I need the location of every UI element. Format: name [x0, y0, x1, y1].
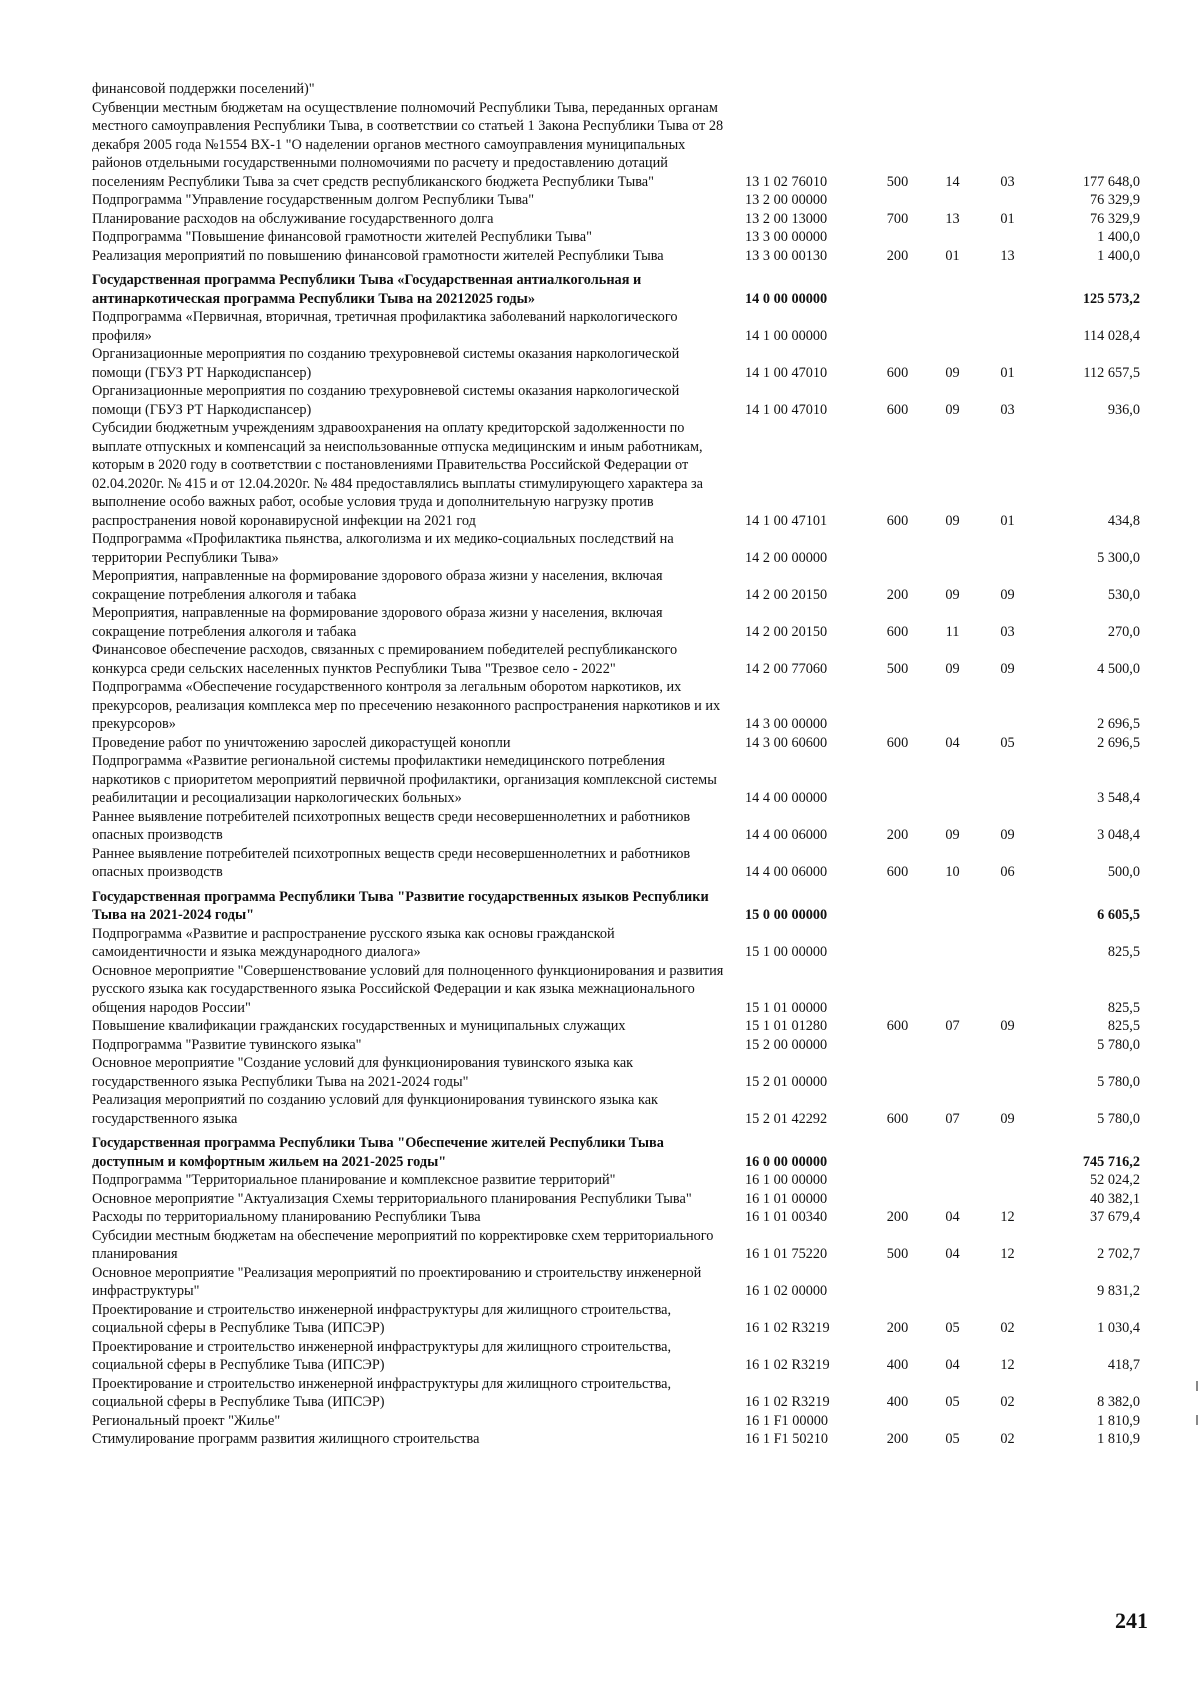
- row-sum: 76 329,9: [1089, 192, 1140, 208]
- row-pr: [980, 191, 1035, 210]
- row-sum: 9 831,2: [1097, 1283, 1140, 1299]
- row-vr: [870, 1264, 925, 1301]
- row-sum: 8 382,0: [1097, 1394, 1140, 1410]
- row-name: Проектирование и строительство инженерной инфраструктуры для жилищного строительства, социальной сферы в Республике Тыва (ИПСЭР): [92, 1375, 672, 1410]
- row-sum: 1 030,4: [1097, 1320, 1140, 1336]
- row-vr: 200: [886, 1431, 909, 1447]
- row-pr: 09: [1000, 660, 1015, 677]
- row-sum: 270,0: [1107, 623, 1140, 640]
- row-rz: 05: [945, 1394, 960, 1410]
- table-row: [92, 530, 1140, 567]
- row-rz: [925, 1412, 980, 1431]
- row-code: [735, 80, 870, 99]
- row-sum: 1 810,9: [1097, 1431, 1140, 1447]
- row-sum: 5 780,0: [1097, 1036, 1140, 1053]
- table-row: [92, 1017, 1140, 1036]
- table-row: [92, 845, 1140, 882]
- table-row: [92, 247, 1140, 266]
- row-name: Организационные мероприятия по созданию трехуровневой системы оказания наркологической помощи (ГБУЗ РТ Наркодиспансер): [92, 383, 680, 418]
- row-rz: [925, 882, 980, 925]
- row-pr: 03: [1000, 401, 1015, 418]
- row-rz: 13: [945, 210, 960, 227]
- table-row: [92, 962, 1140, 1018]
- row-pr: 01: [1000, 512, 1015, 529]
- row-pr: [980, 1171, 1035, 1190]
- table-row: [92, 641, 1140, 678]
- row-code: 16 1 02 R3219: [745, 1320, 830, 1336]
- row-rz: 09: [945, 364, 960, 381]
- row-name: Повышение квалификации гражданских государственных и муниципальных служащих: [92, 1018, 626, 1034]
- row-rz: [925, 752, 980, 808]
- row-name: Государственная программа Республики Тыва "Обеспечение жителей Республики Тыва доступным и комфортным жильем на 2021-2025 годы": [92, 1135, 664, 1170]
- row-rz: [925, 962, 980, 1018]
- page-number: 241: [1115, 1608, 1148, 1633]
- row-code: 13 1 02 76010: [745, 173, 828, 190]
- row-name: Реализация мероприятий по созданию условий для функционирования тувинского языка как государственного языка: [92, 1092, 658, 1127]
- row-pr: [980, 1412, 1035, 1431]
- row-vr: 700: [886, 210, 909, 227]
- row-name: финансовой поддержки поселений)": [92, 81, 315, 97]
- table-row: [92, 1375, 1140, 1412]
- row-sum: 37 679,4: [1089, 1209, 1140, 1225]
- row-sum: 112 657,5: [1083, 364, 1140, 381]
- table-row: [92, 1430, 1140, 1449]
- row-code: 16 1 02 00000: [745, 1283, 828, 1299]
- table-row: [92, 604, 1140, 641]
- row-name: Субсидии местным бюджетам на обеспечение мероприятий по корректировке схем территориального планирования: [92, 1227, 714, 1262]
- row-pr: 03: [1000, 173, 1015, 190]
- row-name: Подпрограмма «Профилактика пьянства, алкоголизма и их медико-социальных последствий на территории Республики Тыва»: [92, 531, 674, 566]
- row-pr: [980, 678, 1035, 734]
- row-vr: 600: [886, 401, 909, 418]
- row-vr: 600: [886, 1018, 909, 1034]
- row-pr: [980, 265, 1035, 308]
- row-pr: [980, 530, 1035, 567]
- row-vr: [870, 80, 925, 99]
- row-name: Основное мероприятие "Создание условий для функционирования тувинского языка как государственного языка Республики Тыва на 2021-2024 годы": [92, 1055, 634, 1090]
- row-vr: [870, 1171, 925, 1190]
- row-pr: 12: [1000, 1246, 1015, 1262]
- row-sum: 125 573,2: [1082, 290, 1140, 307]
- row-name: Раннее выявление потребителей психотропных веществ среди несовершеннолетних и работников опасных производств: [92, 845, 691, 880]
- row-pr: 01: [1000, 210, 1015, 227]
- row-vr: [870, 962, 925, 1018]
- row-code: 16 1 F1 50210: [745, 1431, 829, 1447]
- row-pr: [980, 925, 1035, 962]
- table-row: [92, 925, 1140, 962]
- row-name: Подпрограмма «Развитие и распространение русского языка как основы гражданской самоидентичности и языка международного диалога»: [92, 925, 615, 960]
- table-row: [92, 80, 1140, 99]
- table-row: [92, 734, 1140, 753]
- row-code: 14 0 00 00000: [745, 290, 828, 307]
- margin-mark: [1196, 1381, 1198, 1391]
- row-rz: 09: [945, 660, 960, 677]
- row-sum: 3 548,4: [1097, 790, 1140, 806]
- row-vr: [870, 1128, 925, 1171]
- row-pr: [980, 1036, 1035, 1055]
- row-pr: 02: [1000, 1320, 1015, 1336]
- row-name: Подпрограмма "Развитие тувинского языка": [92, 1036, 362, 1053]
- budget-table: [92, 80, 1140, 1449]
- table-row: [92, 1036, 1140, 1055]
- row-code: 14 3 00 60600: [745, 734, 828, 751]
- row-pr: 09: [1000, 1018, 1015, 1034]
- row-rz: 09: [945, 512, 960, 529]
- row-pr: 13: [1000, 247, 1015, 264]
- table-row: [92, 752, 1140, 808]
- row-sum: 40 382,1: [1089, 1190, 1140, 1207]
- row-rz: 10: [945, 864, 960, 880]
- row-pr: 01: [1000, 364, 1015, 381]
- row-rz: 04: [945, 1246, 960, 1262]
- row-code: 16 1 02 R3219: [745, 1394, 830, 1410]
- row-sum: 1 400,0: [1097, 229, 1140, 245]
- row-vr: [870, 191, 925, 210]
- table-row: [92, 882, 1140, 925]
- row-pr: [980, 962, 1035, 1018]
- row-pr: [980, 1054, 1035, 1091]
- table-row: [92, 678, 1140, 734]
- row-sum: 825,5: [1107, 999, 1140, 1016]
- row-pr: 05: [1000, 734, 1015, 751]
- row-code: 16 1 00 00000: [745, 1172, 828, 1188]
- row-name: Подпрограмма "Повышение финансовой грамотности жителей Республики Тыва": [92, 229, 592, 245]
- row-rz: 09: [945, 827, 960, 843]
- row-pr: 02: [1000, 1394, 1015, 1410]
- row-vr: 400: [886, 1357, 909, 1373]
- row-code: 14 1 00 47010: [745, 364, 828, 381]
- row-vr: [870, 752, 925, 808]
- row-code: 16 1 01 00000: [745, 1190, 828, 1207]
- row-sum: 114 028,4: [1083, 327, 1140, 344]
- row-rz: [925, 265, 980, 308]
- row-pr: 12: [1000, 1357, 1015, 1373]
- row-vr: [870, 265, 925, 308]
- table-row: [92, 308, 1140, 345]
- table-row: [92, 1264, 1140, 1301]
- row-name: Расходы по территориальному планированию Республики Тыва: [92, 1209, 481, 1225]
- row-name: Реализация мероприятий по повышению финансовой грамотности жителей Республики Тыва: [92, 247, 664, 264]
- row-code: 13 3 00 00000: [745, 229, 828, 245]
- row-code: 13 2 00 00000: [745, 192, 828, 208]
- row-pr: 03: [1000, 623, 1015, 640]
- row-code: 16 1 01 75220: [745, 1246, 828, 1262]
- table-row: [92, 345, 1140, 382]
- row-rz: 07: [945, 1110, 960, 1127]
- row-sum: 936,0: [1107, 401, 1140, 418]
- row-rz: 09: [945, 401, 960, 418]
- row-code: 15 0 00 00000: [745, 907, 828, 923]
- row-code: 14 4 00 00000: [745, 790, 828, 806]
- row-vr: 600: [886, 512, 909, 529]
- row-sum: 500,0: [1107, 864, 1140, 880]
- row-vr: [870, 530, 925, 567]
- row-code: 15 1 00 00000: [745, 944, 828, 960]
- row-vr: [870, 925, 925, 962]
- row-name: Проектирование и строительство инженерной инфраструктуры для жилищного строительства, социальной сферы в Республике Тыва (ИПСЭР): [92, 1301, 672, 1336]
- row-vr: [870, 678, 925, 734]
- table-row: [92, 1227, 1140, 1264]
- row-rz: [925, 191, 980, 210]
- table-row: [92, 210, 1140, 229]
- row-name: Подпрограмма "Управление государственным долгом Республики Тыва": [92, 192, 535, 208]
- table-row: [92, 1171, 1140, 1190]
- row-pr: 06: [1000, 864, 1015, 880]
- row-code: 14 2 00 20150: [745, 586, 828, 603]
- row-name: Финансовое обеспечение расходов, связанных с премированием победителей республиканского конкурса среди сельских населенных пунктов Республики Тыва "Трезвое село - 2022": [92, 642, 678, 677]
- row-rz: [925, 925, 980, 962]
- row-vr: [870, 1036, 925, 1055]
- row-name: Субсидии бюджетным учреждениям здравоохранения на оплату кредиторской задолженности по выплате отпускных и компенсаций за неиспользованные отпуска медицинским и иным работникам, которым в 2020 году в соответствии с постановлениями Правительства Российской Федерации от 02.04.2020г. № 415 и от 12.04.2020г. № 484 предоставлялись выплаты стимулирующего характера за выполнение особо важных работ, особые условия труда и дополнительную нагрузку против распространения новой коронавирусной инфекции на 2021 год: [92, 420, 704, 529]
- row-pr: [980, 882, 1035, 925]
- row-code: 14 2 00 20150: [745, 623, 828, 640]
- table-row: [92, 1190, 1140, 1209]
- table-row: [92, 1054, 1140, 1091]
- row-rz: [925, 678, 980, 734]
- row-vr: 500: [886, 1246, 909, 1262]
- row-rz: 11: [945, 623, 960, 640]
- row-code: 16 1 02 R3219: [745, 1357, 830, 1373]
- row-name: Проведение работ по уничтожению зарослей дикорастущей конопли: [92, 734, 511, 751]
- table-body: [92, 80, 1140, 1449]
- table-row: [92, 808, 1140, 845]
- row-code: 16 1 F1 00000: [745, 1412, 829, 1429]
- row-sum: 2 696,5: [1097, 734, 1140, 751]
- row-rz: [925, 1036, 980, 1055]
- row-name: Государственная программа Республики Тыва «Государственная антиалкогольная и антинаркотическая программа Республики Тыва на 20212025 годы»: [92, 272, 642, 307]
- row-rz: 09: [945, 586, 960, 603]
- row-rz: 01: [945, 247, 960, 264]
- row-code: 15 2 00 00000: [745, 1036, 828, 1053]
- row-sum: 825,5: [1107, 1018, 1140, 1034]
- row-pr: 09: [1000, 827, 1015, 843]
- row-code: 14 1 00 47101: [745, 512, 828, 529]
- row-rz: 04: [945, 1357, 960, 1373]
- row-code: 14 2 00 00000: [745, 549, 828, 566]
- table-row: [92, 265, 1140, 308]
- row-sum: 745 716,2: [1082, 1153, 1140, 1170]
- row-vr: [870, 308, 925, 345]
- row-name: Подпрограмма «Развитие региональной системы профилактики немедицинского потребления наркотиков с приоритетом мероприятий первичной профилактики, организация комплексной системы реабилитации и ресоциализации наркологических больных»: [92, 753, 717, 806]
- row-name: Основное мероприятие "Совершенствование условий для полноценного функционирования и развития русского языка как государственного языка Российской Федерации и как языка межнационального общения народов России": [92, 962, 724, 1016]
- table-row: [92, 419, 1140, 530]
- row-sum: 76 329,9: [1089, 210, 1140, 227]
- row-name: Подпрограмма "Территориальное планирование и комплексное развитие территорий": [92, 1172, 616, 1188]
- row-pr: [980, 1190, 1035, 1209]
- row-sum: 52 024,2: [1089, 1172, 1140, 1188]
- row-pr: [980, 228, 1035, 247]
- row-name: Раннее выявление потребителей психотропных веществ среди несовершеннолетних и работников опасных производств: [92, 808, 691, 843]
- row-pr: [980, 752, 1035, 808]
- row-code: 14 2 00 77060: [745, 660, 828, 677]
- row-vr: 600: [886, 1110, 909, 1127]
- table-row: [92, 1301, 1140, 1338]
- row-vr: [870, 228, 925, 247]
- row-rz: [925, 1171, 980, 1190]
- row-pr: 12: [1000, 1209, 1015, 1225]
- row-code: 14 4 00 06000: [745, 864, 828, 880]
- row-rz: 14: [945, 173, 960, 190]
- row-sum: 177 648,0: [1082, 173, 1140, 190]
- row-code: 16 0 00 00000: [745, 1153, 828, 1170]
- row-vr: 600: [886, 364, 909, 381]
- row-name: Стимулирование программ развития жилищного строительства: [92, 1431, 480, 1447]
- row-vr: [870, 1412, 925, 1431]
- row-rz: [925, 228, 980, 247]
- row-pr: 09: [1000, 1110, 1015, 1127]
- row-vr: 200: [886, 1209, 909, 1225]
- row-sum: [1035, 80, 1140, 99]
- row-code: 15 2 01 00000: [745, 1073, 828, 1090]
- row-code: 14 4 00 06000: [745, 827, 828, 843]
- row-rz: 05: [945, 1431, 960, 1447]
- table-row: [92, 1412, 1140, 1431]
- row-sum: 418,7: [1107, 1357, 1140, 1373]
- row-vr: [870, 882, 925, 925]
- row-name: Подпрограмма «Первичная, вторичная, третичная профилактика заболеваний наркологического профиля»: [92, 309, 678, 344]
- row-vr: 400: [886, 1394, 909, 1410]
- row-vr: 200: [886, 1320, 909, 1336]
- row-rz: [925, 1190, 980, 1209]
- row-sum: 2 702,7: [1097, 1246, 1140, 1262]
- table-row: [92, 191, 1140, 210]
- row-code: 15 1 01 01280: [745, 1018, 828, 1034]
- row-sum: 3 048,4: [1097, 827, 1140, 843]
- table-row: [92, 1091, 1140, 1128]
- row-vr: 200: [886, 247, 909, 264]
- row-sum: 5 300,0: [1097, 549, 1140, 566]
- table-row: [92, 382, 1140, 419]
- row-sum: 1 810,9: [1097, 1412, 1140, 1429]
- row-sum: 434,8: [1107, 512, 1140, 529]
- row-pr: [980, 1128, 1035, 1171]
- row-name: Мероприятия, направленные на формирование здорового образа жизни у населения, включая сокращение потребления алкоголя и табака: [92, 568, 663, 603]
- table-row: [92, 228, 1140, 247]
- table-row: [92, 567, 1140, 604]
- row-rz: [925, 80, 980, 99]
- row-name: Региональный проект "Жилье": [92, 1412, 281, 1429]
- row-rz: 07: [945, 1018, 960, 1034]
- row-vr: [870, 1054, 925, 1091]
- row-name: Организационные мероприятия по созданию трехуровневой системы оказания наркологической помощи (ГБУЗ РТ Наркодиспансер): [92, 346, 680, 381]
- row-sum: 825,5: [1107, 944, 1140, 960]
- table-row: [92, 1338, 1140, 1375]
- table-row: [92, 1208, 1140, 1227]
- row-name: Основное мероприятие "Реализация мероприятий по проектированию и строительству инженерной инфраструктуры": [92, 1264, 702, 1299]
- row-vr: 500: [886, 660, 909, 677]
- row-sum: 2 696,5: [1097, 716, 1140, 732]
- row-rz: [925, 1264, 980, 1301]
- row-vr: 600: [886, 864, 909, 880]
- row-rz: 04: [945, 1209, 960, 1225]
- row-name: Подпрограмма «Обеспечение государственного контроля за легальным оборотом наркотиков, их прекурсоров, реализация комплекса мер по пресечению незаконного распространения наркотиков и их прекурсоров»: [92, 679, 721, 732]
- row-rz: 04: [945, 734, 960, 751]
- row-vr: 600: [886, 623, 909, 640]
- row-code: 16 1 01 00340: [745, 1209, 828, 1225]
- margin-mark: [1196, 1415, 1198, 1425]
- row-rz: [925, 1054, 980, 1091]
- row-code: 13 3 00 00130: [745, 247, 828, 264]
- row-pr: [980, 308, 1035, 345]
- row-name: Планирование расходов на обслуживание государственного долга: [92, 210, 494, 227]
- row-sum: 6 605,5: [1097, 907, 1140, 923]
- row-sum: 1 400,0: [1097, 247, 1140, 264]
- row-vr: 200: [886, 827, 909, 843]
- table-row: [92, 1128, 1140, 1171]
- row-vr: [870, 1190, 925, 1209]
- row-rz: [925, 308, 980, 345]
- row-rz: [925, 530, 980, 567]
- row-code: 15 2 01 42292: [745, 1110, 828, 1127]
- row-vr: 200: [886, 586, 909, 603]
- row-sum: 530,0: [1107, 586, 1140, 603]
- row-pr: 02: [1000, 1431, 1015, 1447]
- row-code: 14 1 00 47010: [745, 401, 828, 418]
- row-pr: [980, 1264, 1035, 1301]
- row-sum: 5 780,0: [1097, 1073, 1140, 1090]
- table-row: [92, 99, 1140, 192]
- row-name: Проектирование и строительство инженерной инфраструктуры для жилищного строительства, социальной сферы в Республике Тыва (ИПСЭР): [92, 1338, 672, 1373]
- row-rz: 05: [945, 1320, 960, 1336]
- row-pr: 09: [1000, 586, 1015, 603]
- row-code: 15 1 01 00000: [745, 999, 828, 1016]
- row-sum: 4 500,0: [1097, 660, 1140, 677]
- row-code: 14 1 00 00000: [745, 327, 828, 344]
- row-code: 13 2 00 13000: [745, 210, 828, 227]
- row-name: Субвенции местным бюджетам на осуществление полномочий Республики Тыва, переданных органам местного самоуправления Республики Тыва, в соответствии со статьей 1 Закона Республики Тыва от 28 декабря 2005 года №1554 ВХ-1 "О наделении органов местного самоуправления муниципальных районов отдельными государственными полномочиями по расчету и предоставлению дотаций поселениям Республики Тыва за счет средств республиканского бюджета Республики Тыва": [92, 99, 724, 190]
- row-code: 14 3 00 00000: [745, 716, 828, 732]
- row-name: Основное мероприятие "Актуализация Схемы территориального планирования Республики Тыва": [92, 1190, 692, 1207]
- row-sum: 5 780,0: [1097, 1110, 1140, 1127]
- row-name: Государственная программа Республики Тыва "Развитие государственных языков Республики Тыва на 2021-2024 годы": [92, 888, 709, 923]
- row-rz: [925, 1128, 980, 1171]
- row-name: Мероприятия, направленные на формирование здорового образа жизни у населения, включая сокращение потребления алкоголя и табака: [92, 605, 663, 640]
- row-vr: 500: [886, 173, 909, 190]
- row-pr: [980, 80, 1035, 99]
- row-vr: 600: [886, 734, 909, 751]
